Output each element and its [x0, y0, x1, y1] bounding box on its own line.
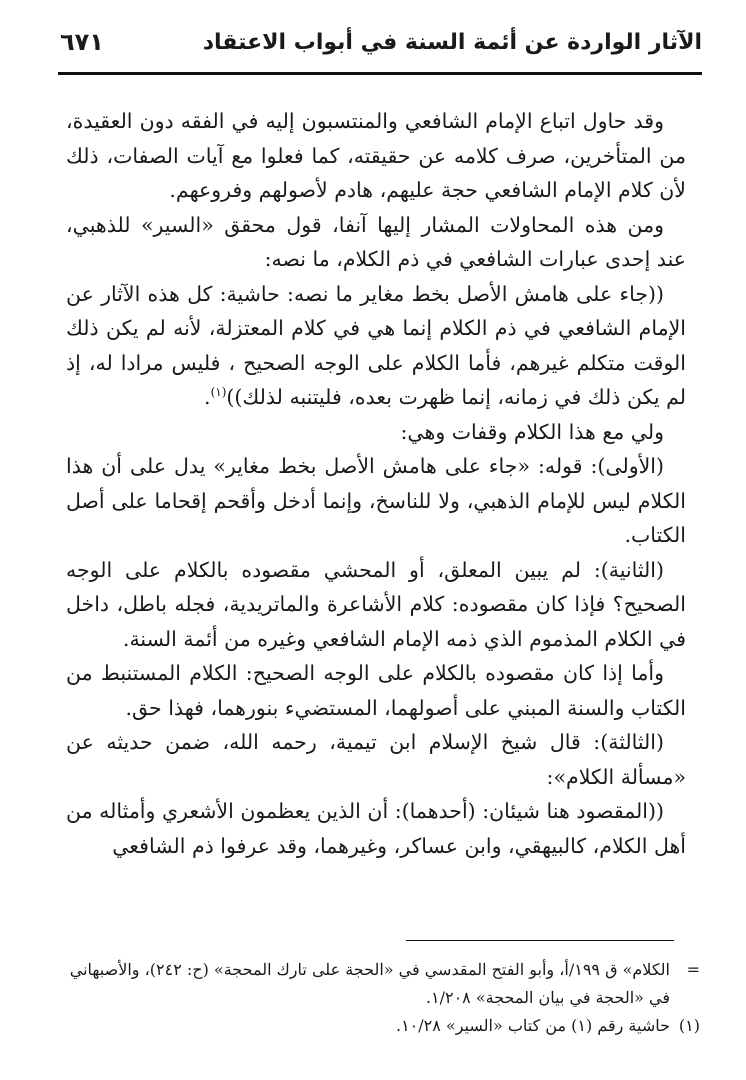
paragraph: وقد حاول اتباع الإمام الشافعي والمنتسبون إليه في الفقه دون العقيدة، من المتأخرين، صرف كلامه عن حقيقته، كما فعلوا مع آيات الصفات، ذلك لأن كلام الإمام الشافعي حجة عليهم، هادم لأصولهم وفروعهم. [66, 109, 686, 202]
paragraph: ولي مع هذا الكلام وقفات وهي: [400, 419, 664, 444]
paragraph: (الثانية): لم يبين المعلق، أو المحشي مقصوده بالكلام على الوجه الصحيح؟ فإذا كان مقصوده: كلام الأشاعرة والماتريدية، فجله باطل، داخل في الكلام المذموم الذي ذمه الإمام الشافعي وغيره من أئمة السنة. [66, 557, 686, 651]
footnote-text: الكلام» ق ١٩٩/أ، وأبو الفتح المقدسي في «الحجة على تارك المحجة» (ح: ٢٤٢)، والأصبهاني في «الحجة في بيان المحجة» ١/٢٠٨. [69, 960, 670, 1007]
running-title: الآثار الواردة عن أئمة السنة في أبواب الاعتقاد [202, 30, 702, 55]
footnote-item [66, 956, 700, 1012]
paragraph: ((المقصود هنا شيئان: (أحدهما): أن الذين يعظمون الأشعري وأمثاله من أهل الكلام، كالبيهقي، وابن عساكر، وغيرهما، وقد عرفوا ذم الشافعي [66, 799, 686, 858]
paragraph: (الأولى): قوله: «جاء على هامش الأصل بخط مغاير» يدل على أن هذا الكلام ليس للإمام الذهبي، ولا للناسخ، وإنما أدخل وأقحم إقحاما على أصل الكتاب. [66, 454, 686, 547]
paragraph-text: ((جاء على هامش الأصل بخط مغاير ما نصه: حاشية: كل هذه الآثار عن الإمام الشافعي في ذم الكلام إنما هي في كلام المعتزلة، لأنه لم يكن ذلك الوقت متكلم غيرهم، فأما الكلام على الوجه الصحيح ، فليس مرادا له، إذ لم يكن ذلك في زمانه، إنما ظهرت بعده، فليتنبه لذلك)) [66, 281, 686, 409]
paragraph: وأما إذا كان مقصوده بالكلام على الوجه الصحيح: الكلام المستنبط من الكتاب والسنة المبني على أصولهما، المستضيء بنورهما، فهذا حق. [66, 661, 686, 720]
footnote-text: حاشية رقم (١) من كتاب «السير» ١٠/٢٨. [395, 1016, 670, 1035]
quoted-paragraph: ((جاء على هامش الأصل بخط مغاير ما نصه: حاشية: كل هذه الآثار عن الإمام الشافعي في ذم الكلام إنما هي في كلام المعتزلة، لأنه لم يكن ذلك الوقت متكلم غيرهم، فأما الكلام على الوجه الصحيح ، فليس مرادا له، إذ لم يكن ذلك في زمانه، إنما ظهرت بعده، فليتنبه لذلك))$^{(١)}$. [66, 281, 686, 409]
footnote-reference[interactable]: (١) [210, 385, 227, 400]
footnote-marker: (١) [678, 1016, 700, 1035]
paragraph: (الثالثة): قال شيخ الإسلام ابن تيمية، رحمه الله، ضمن حديثه عن «مسألة الكلام»: [66, 730, 686, 789]
page-number: ٦٧١ [60, 28, 104, 56]
footnotes [66, 956, 700, 1040]
page-header [60, 26, 702, 68]
header-divider [58, 72, 702, 75]
footnote-item [66, 1012, 700, 1040]
footnote-marker: = [686, 960, 700, 979]
paragraph: ومن هذه المحاولات المشار إليها آنفا، قول محقق «السير» للذهبي، عند إحدى عبارات الشافعي في ذم الكلام، ما نصه: [66, 212, 686, 271]
body-text [66, 104, 686, 863]
footnote-divider [406, 940, 674, 941]
